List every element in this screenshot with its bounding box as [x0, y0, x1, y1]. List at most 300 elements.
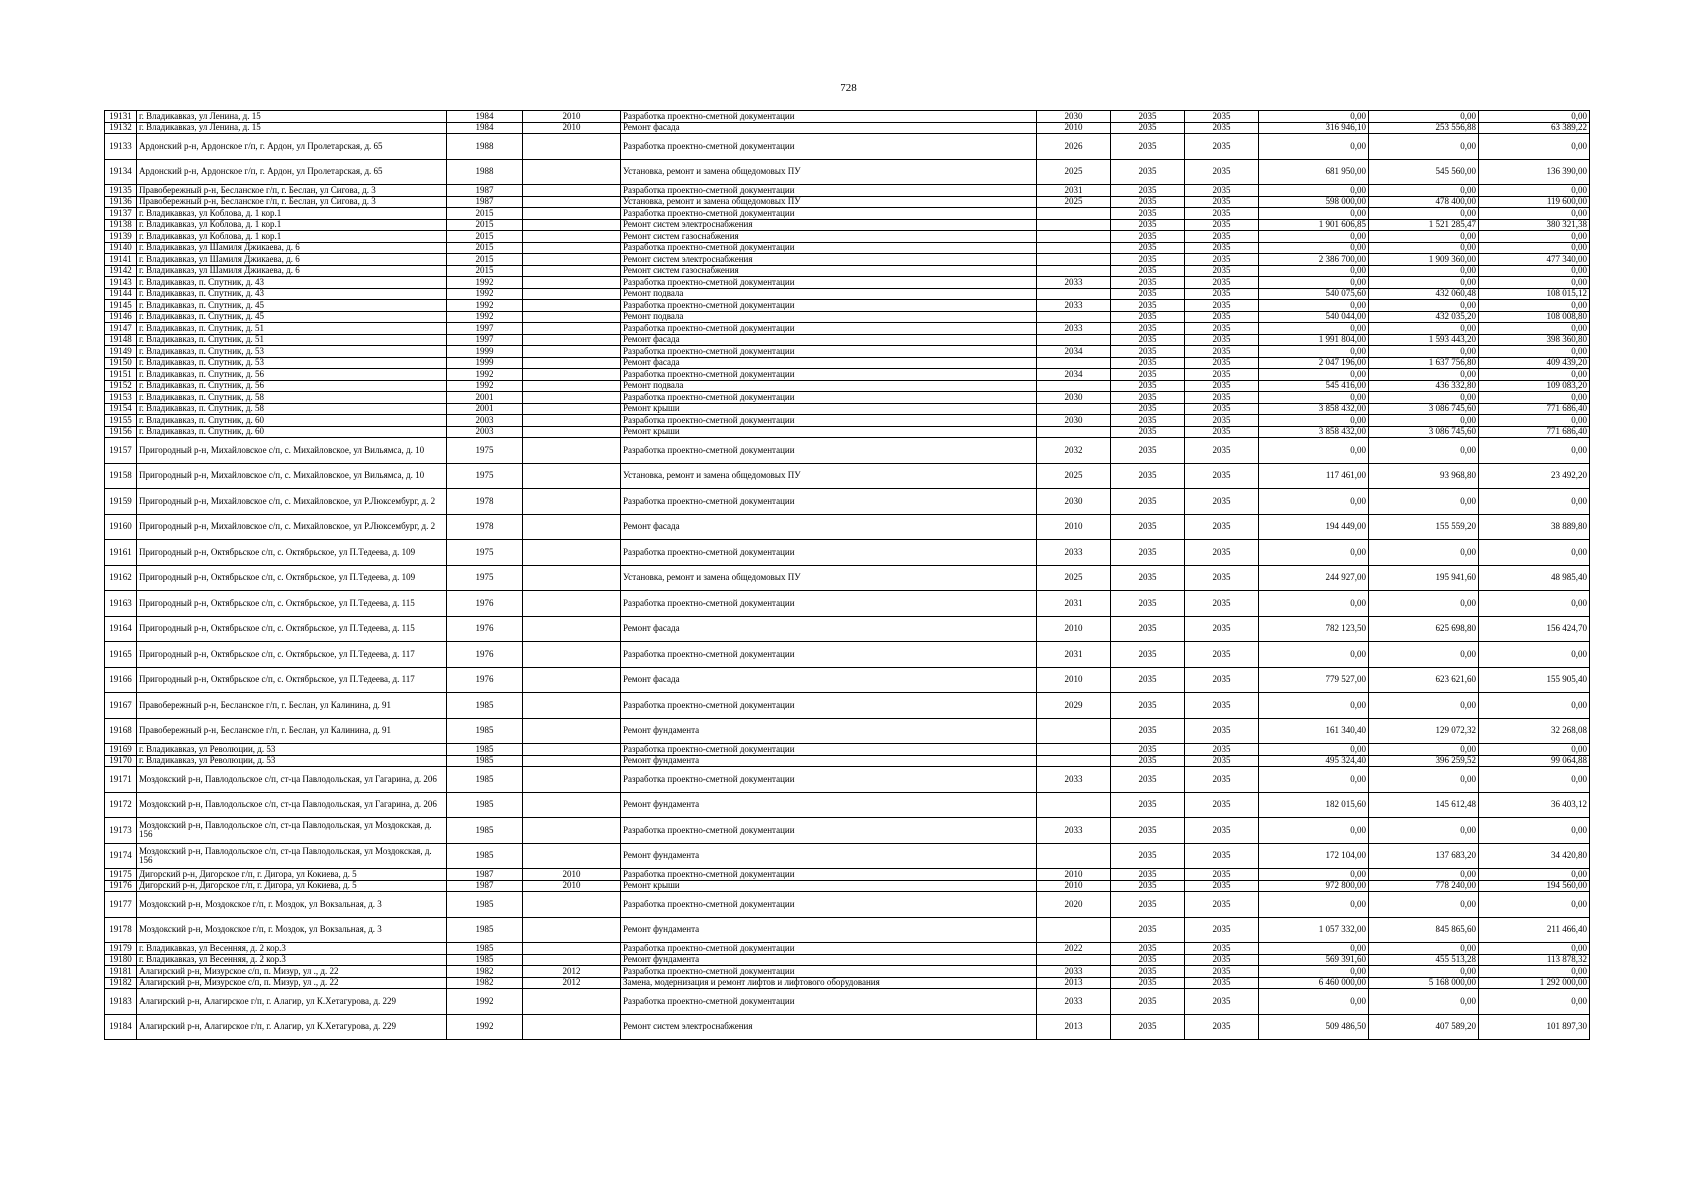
period-end-cell: 2035: [1185, 334, 1259, 346]
period-end-cell: 2035: [1185, 159, 1259, 185]
table-row: [105, 591, 1590, 617]
address-cell: г. Владикавказ, п. Спутник, д. 45: [137, 311, 447, 323]
fund-cost-cell: 0,00: [1369, 277, 1479, 289]
period-end-cell: 2035: [1185, 185, 1259, 197]
period-end-cell: 2035: [1185, 667, 1259, 693]
table-row: [105, 311, 1590, 323]
period-start-cell: 2035: [1111, 122, 1185, 134]
build-year-cell: 1975: [447, 540, 523, 566]
address-cell: г. Владикавказ, п. Спутник, д. 56: [137, 380, 447, 392]
period-end-cell: 2035: [1185, 380, 1259, 392]
row-number-cell: 19143: [105, 277, 137, 289]
address-cell: г. Владикавказ, п. Спутник, д. 43: [137, 277, 447, 289]
address-cell: г. Владикавказ, ул Шамиля Джикаева, д. 6: [137, 254, 447, 266]
capital-repair-register-table: [104, 110, 1590, 1040]
last-repair-year-cell: 2010: [523, 122, 621, 134]
row-number-cell: 19163: [105, 591, 137, 617]
work-type-cell: Ремонт фасада: [621, 334, 1037, 346]
period-start-cell: 2035: [1111, 943, 1185, 955]
table-row: [105, 943, 1590, 955]
row-number-cell: 19171: [105, 767, 137, 793]
planned-year-cell: [1037, 843, 1111, 869]
work-type-cell: Ремонт фасада: [621, 357, 1037, 369]
build-year-cell: 1984: [447, 122, 523, 134]
planned-year-cell: 2033: [1037, 818, 1111, 844]
planned-year-cell: 2033: [1037, 277, 1111, 289]
total-cost-cell: 161 340,40: [1259, 718, 1369, 744]
build-year-cell: 1992: [447, 1014, 523, 1040]
build-year-cell: 1985: [447, 755, 523, 767]
fund-cost-cell: 1 637 756,80: [1369, 357, 1479, 369]
work-type-cell: Разработка проектно-сметной документации: [621, 693, 1037, 719]
work-type-cell: Разработка проектно-сметной документации: [621, 111, 1037, 123]
work-type-cell: Разработка проектно-сметной документации: [621, 346, 1037, 358]
period-end-cell: 2035: [1185, 744, 1259, 756]
fund-cost-cell: 0,00: [1369, 966, 1479, 978]
row-number-cell: 19181: [105, 966, 137, 978]
total-cost-cell: 0,00: [1259, 989, 1369, 1015]
table-row: [105, 977, 1590, 989]
planned-year-cell: 2010: [1037, 869, 1111, 881]
total-cost-cell: 182 015,60: [1259, 792, 1369, 818]
table-row: [105, 380, 1590, 392]
last-repair-year-cell: [523, 755, 621, 767]
owner-cost-cell: 0,00: [1479, 767, 1590, 793]
total-cost-cell: 0,00: [1259, 369, 1369, 381]
address-cell: г. Владикавказ, п. Спутник, д. 45: [137, 300, 447, 312]
total-cost-cell: 1 057 332,00: [1259, 917, 1369, 943]
work-type-cell: Замена, модернизация и ремонт лифтов и лифтового оборудования: [621, 977, 1037, 989]
planned-year-cell: 2010: [1037, 122, 1111, 134]
period-end-cell: 2035: [1185, 792, 1259, 818]
last-repair-year-cell: [523, 1014, 621, 1040]
total-cost-cell: 782 123,50: [1259, 616, 1369, 642]
last-repair-year-cell: [523, 334, 621, 346]
address-cell: г. Владикавказ, п. Спутник, д. 51: [137, 323, 447, 335]
fund-cost-cell: 0,00: [1369, 111, 1479, 123]
address-cell: г. Владикавказ, п. Спутник, д. 58: [137, 392, 447, 404]
row-number-cell: 19165: [105, 642, 137, 668]
work-type-cell: Ремонт фундамента: [621, 755, 1037, 767]
total-cost-cell: 244 927,00: [1259, 565, 1369, 591]
owner-cost-cell: 0,00: [1479, 966, 1590, 978]
owner-cost-cell: 63 389,22: [1479, 122, 1590, 134]
period-start-cell: 2035: [1111, 977, 1185, 989]
table-row: [105, 323, 1590, 335]
total-cost-cell: 3 858 432,00: [1259, 403, 1369, 415]
last-repair-year-cell: 2012: [523, 977, 621, 989]
period-end-cell: 2035: [1185, 357, 1259, 369]
total-cost-cell: 972 800,00: [1259, 880, 1369, 892]
last-repair-year-cell: [523, 369, 621, 381]
row-number-cell: 19157: [105, 438, 137, 464]
fund-cost-cell: 625 698,80: [1369, 616, 1479, 642]
row-number-cell: 19141: [105, 254, 137, 266]
row-number-cell: 19131: [105, 111, 137, 123]
work-type-cell: Ремонт фундамента: [621, 718, 1037, 744]
planned-year-cell: 2020: [1037, 892, 1111, 918]
last-repair-year-cell: [523, 288, 621, 300]
build-year-cell: 1987: [447, 185, 523, 197]
period-end-cell: 2035: [1185, 767, 1259, 793]
period-start-cell: 2035: [1111, 744, 1185, 756]
last-repair-year-cell: [523, 642, 621, 668]
period-start-cell: 2035: [1111, 718, 1185, 744]
period-end-cell: 2035: [1185, 369, 1259, 381]
work-type-cell: Ремонт фундамента: [621, 917, 1037, 943]
period-start-cell: 2035: [1111, 392, 1185, 404]
owner-cost-cell: 0,00: [1479, 943, 1590, 955]
owner-cost-cell: 0,00: [1479, 277, 1590, 289]
table-row: [105, 438, 1590, 464]
build-year-cell: 1985: [447, 954, 523, 966]
period-end-cell: 2035: [1185, 311, 1259, 323]
total-cost-cell: 0,00: [1259, 231, 1369, 243]
owner-cost-cell: 0,00: [1479, 300, 1590, 312]
planned-year-cell: 2033: [1037, 966, 1111, 978]
build-year-cell: 1978: [447, 514, 523, 540]
owner-cost-cell: 0,00: [1479, 392, 1590, 404]
planned-year-cell: 2025: [1037, 565, 1111, 591]
row-number-cell: 19147: [105, 323, 137, 335]
build-year-cell: 1999: [447, 357, 523, 369]
last-repair-year-cell: [523, 277, 621, 289]
page-number: 728: [840, 82, 857, 94]
fund-cost-cell: 145 612,48: [1369, 792, 1479, 818]
table-row: [105, 843, 1590, 869]
address-cell: Пригородный р-н, Октябрьское с/п, с. Октябрьское, ул П.Тедеева, д. 109: [137, 540, 447, 566]
last-repair-year-cell: [523, 943, 621, 955]
build-year-cell: 2003: [447, 426, 523, 438]
row-number-cell: 19151: [105, 369, 137, 381]
period-start-cell: 2035: [1111, 755, 1185, 767]
planned-year-cell: 2029: [1037, 693, 1111, 719]
work-type-cell: Ремонт систем электроснабжения: [621, 219, 1037, 231]
build-year-cell: 1997: [447, 334, 523, 346]
period-end-cell: 2035: [1185, 254, 1259, 266]
total-cost-cell: 779 527,00: [1259, 667, 1369, 693]
address-cell: г. Владикавказ, ул Шамиля Джикаева, д. 6: [137, 265, 447, 277]
period-start-cell: 2035: [1111, 242, 1185, 254]
last-repair-year-cell: [523, 254, 621, 266]
build-year-cell: 1997: [447, 323, 523, 335]
build-year-cell: 1987: [447, 196, 523, 208]
fund-cost-cell: 5 168 000,00: [1369, 977, 1479, 989]
planned-year-cell: 2010: [1037, 880, 1111, 892]
row-number-cell: 19159: [105, 489, 137, 515]
planned-year-cell: 2025: [1037, 196, 1111, 208]
row-number-cell: 19183: [105, 989, 137, 1015]
planned-year-cell: 2010: [1037, 616, 1111, 642]
build-year-cell: 1988: [447, 134, 523, 160]
row-number-cell: 19167: [105, 693, 137, 719]
period-end-cell: 2035: [1185, 438, 1259, 464]
build-year-cell: 1988: [447, 159, 523, 185]
period-start-cell: 2035: [1111, 111, 1185, 123]
table-row: [105, 463, 1590, 489]
last-repair-year-cell: [523, 380, 621, 392]
fund-cost-cell: 129 072,32: [1369, 718, 1479, 744]
address-cell: Дигорский р-н, Дигорское г/п, г. Дигора, ул Кокиева, д. 5: [137, 869, 447, 881]
last-repair-year-cell: 2010: [523, 869, 621, 881]
work-type-cell: Разработка проектно-сметной документации: [621, 369, 1037, 381]
owner-cost-cell: 99 064,88: [1479, 755, 1590, 767]
work-type-cell: Разработка проектно-сметной документации: [621, 869, 1037, 881]
period-end-cell: 2035: [1185, 134, 1259, 160]
total-cost-cell: 495 324,40: [1259, 755, 1369, 767]
planned-year-cell: 2010: [1037, 667, 1111, 693]
row-number-cell: 19156: [105, 426, 137, 438]
table-row: [105, 565, 1590, 591]
build-year-cell: 2015: [447, 231, 523, 243]
owner-cost-cell: 113 878,32: [1479, 954, 1590, 966]
fund-cost-cell: 93 968,80: [1369, 463, 1479, 489]
fund-cost-cell: 3 086 745,60: [1369, 403, 1479, 415]
row-number-cell: 19146: [105, 311, 137, 323]
row-number-cell: 19162: [105, 565, 137, 591]
total-cost-cell: 598 000,00: [1259, 196, 1369, 208]
address-cell: Дигорский р-н, Дигорское г/п, г. Дигора, ул Кокиева, д. 5: [137, 880, 447, 892]
planned-year-cell: [1037, 954, 1111, 966]
row-number-cell: 19145: [105, 300, 137, 312]
total-cost-cell: 2 047 196,00: [1259, 357, 1369, 369]
fund-cost-cell: 407 589,20: [1369, 1014, 1479, 1040]
work-type-cell: Установка, ремонт и замена общедомовых ПУ: [621, 159, 1037, 185]
work-type-cell: Разработка проектно-сметной документации: [621, 438, 1037, 464]
total-cost-cell: 0,00: [1259, 693, 1369, 719]
row-number-cell: 19169: [105, 744, 137, 756]
table-row: [105, 392, 1590, 404]
total-cost-cell: 0,00: [1259, 489, 1369, 515]
owner-cost-cell: 109 083,20: [1479, 380, 1590, 392]
fund-cost-cell: 0,00: [1369, 591, 1479, 617]
planned-year-cell: [1037, 254, 1111, 266]
period-end-cell: 2035: [1185, 403, 1259, 415]
build-year-cell: 1982: [447, 966, 523, 978]
address-cell: г. Владикавказ, ул Шамиля Джикаева, д. 6: [137, 242, 447, 254]
last-repair-year-cell: [523, 892, 621, 918]
owner-cost-cell: 38 889,80: [1479, 514, 1590, 540]
row-number-cell: 19149: [105, 346, 137, 358]
fund-cost-cell: 545 560,00: [1369, 159, 1479, 185]
planned-year-cell: 2030: [1037, 111, 1111, 123]
row-number-cell: 19161: [105, 540, 137, 566]
total-cost-cell: 0,00: [1259, 242, 1369, 254]
period-end-cell: 2035: [1185, 989, 1259, 1015]
work-type-cell: Разработка проектно-сметной документации: [621, 208, 1037, 220]
last-repair-year-cell: [523, 767, 621, 793]
row-number-cell: 19133: [105, 134, 137, 160]
row-number-cell: 19179: [105, 943, 137, 955]
table-row: [105, 288, 1590, 300]
row-number-cell: 19184: [105, 1014, 137, 1040]
owner-cost-cell: 409 439,20: [1479, 357, 1590, 369]
last-repair-year-cell: [523, 300, 621, 312]
period-start-cell: 2035: [1111, 892, 1185, 918]
period-end-cell: 2035: [1185, 954, 1259, 966]
build-year-cell: 2015: [447, 219, 523, 231]
period-end-cell: 2035: [1185, 843, 1259, 869]
table-row: [105, 989, 1590, 1015]
fund-cost-cell: 0,00: [1369, 242, 1479, 254]
build-year-cell: 1975: [447, 438, 523, 464]
last-repair-year-cell: [523, 792, 621, 818]
period-start-cell: 2035: [1111, 380, 1185, 392]
planned-year-cell: 2033: [1037, 300, 1111, 312]
period-start-cell: 2035: [1111, 591, 1185, 617]
table-row: [105, 426, 1590, 438]
table-row: [105, 300, 1590, 312]
row-number-cell: 19155: [105, 415, 137, 427]
period-end-cell: 2035: [1185, 1014, 1259, 1040]
fund-cost-cell: 0,00: [1369, 369, 1479, 381]
table-row: [105, 616, 1590, 642]
row-number-cell: 19177: [105, 892, 137, 918]
row-number-cell: 19142: [105, 265, 137, 277]
address-cell: Моздокский р-н, Моздокское г/п, г. Моздок, ул Вокзальная, д. 3: [137, 917, 447, 943]
owner-cost-cell: 211 466,40: [1479, 917, 1590, 943]
fund-cost-cell: 0,00: [1369, 693, 1479, 719]
table-row: [105, 196, 1590, 208]
fund-cost-cell: 0,00: [1369, 540, 1479, 566]
fund-cost-cell: 778 240,00: [1369, 880, 1479, 892]
owner-cost-cell: 0,00: [1479, 892, 1590, 918]
table-row: [105, 755, 1590, 767]
last-repair-year-cell: [523, 323, 621, 335]
row-number-cell: 19134: [105, 159, 137, 185]
planned-year-cell: 2031: [1037, 591, 1111, 617]
period-start-cell: 2035: [1111, 159, 1185, 185]
address-cell: Алагирский р-н, Алагирское г/п, г. Алагир, ул К.Хетагурова, д. 229: [137, 1014, 447, 1040]
table-row: [105, 369, 1590, 381]
fund-cost-cell: 623 621,60: [1369, 667, 1479, 693]
work-type-cell: Ремонт фасада: [621, 667, 1037, 693]
planned-year-cell: [1037, 426, 1111, 438]
total-cost-cell: 0,00: [1259, 591, 1369, 617]
total-cost-cell: 0,00: [1259, 642, 1369, 668]
address-cell: г. Владикавказ, п. Спутник, д. 60: [137, 426, 447, 438]
total-cost-cell: 0,00: [1259, 869, 1369, 881]
owner-cost-cell: 108 008,80: [1479, 311, 1590, 323]
period-start-cell: 2035: [1111, 438, 1185, 464]
table-row: [105, 767, 1590, 793]
fund-cost-cell: 396 259,52: [1369, 755, 1479, 767]
last-repair-year-cell: [523, 426, 621, 438]
fund-cost-cell: 432 035,20: [1369, 311, 1479, 323]
last-repair-year-cell: 2010: [523, 111, 621, 123]
period-end-cell: 2035: [1185, 892, 1259, 918]
address-cell: Пригородный р-н, Октябрьское с/п, с. Октябрьское, ул П.Тедеева, д. 109: [137, 565, 447, 591]
last-repair-year-cell: [523, 134, 621, 160]
period-start-cell: 2035: [1111, 403, 1185, 415]
period-start-cell: 2035: [1111, 917, 1185, 943]
address-cell: г. Владикавказ, ул Революции, д. 53: [137, 755, 447, 767]
planned-year-cell: [1037, 334, 1111, 346]
period-start-cell: 2035: [1111, 311, 1185, 323]
last-repair-year-cell: [523, 954, 621, 966]
row-number-cell: 19164: [105, 616, 137, 642]
work-type-cell: Разработка проектно-сметной документации: [621, 892, 1037, 918]
address-cell: г. Владикавказ, п. Спутник, д. 60: [137, 415, 447, 427]
planned-year-cell: [1037, 288, 1111, 300]
row-number-cell: 19166: [105, 667, 137, 693]
work-type-cell: Разработка проектно-сметной документации: [621, 392, 1037, 404]
fund-cost-cell: 0,00: [1369, 943, 1479, 955]
owner-cost-cell: 0,00: [1479, 489, 1590, 515]
table-row: [105, 892, 1590, 918]
address-cell: г. Владикавказ, ул Ленина, д. 15: [137, 111, 447, 123]
planned-year-cell: 2025: [1037, 463, 1111, 489]
owner-cost-cell: 0,00: [1479, 693, 1590, 719]
build-year-cell: 1992: [447, 300, 523, 312]
period-end-cell: 2035: [1185, 880, 1259, 892]
planned-year-cell: [1037, 403, 1111, 415]
address-cell: Пригородный р-н, Октябрьское с/п, с. Октябрьское, ул П.Тедеева, д. 115: [137, 616, 447, 642]
owner-cost-cell: 0,00: [1479, 242, 1590, 254]
total-cost-cell: 540 044,00: [1259, 311, 1369, 323]
table-row: [105, 254, 1590, 266]
total-cost-cell: 1 901 606,85: [1259, 219, 1369, 231]
last-repair-year-cell: [523, 744, 621, 756]
planned-year-cell: [1037, 231, 1111, 243]
build-year-cell: 1987: [447, 880, 523, 892]
build-year-cell: 1985: [447, 744, 523, 756]
address-cell: г. Владикавказ, ул Революции, д. 53: [137, 744, 447, 756]
period-start-cell: 2035: [1111, 277, 1185, 289]
owner-cost-cell: 380 321,38: [1479, 219, 1590, 231]
planned-year-cell: 2030: [1037, 392, 1111, 404]
work-type-cell: Ремонт систем газоснабжения: [621, 231, 1037, 243]
total-cost-cell: 0,00: [1259, 540, 1369, 566]
last-repair-year-cell: [523, 265, 621, 277]
period-end-cell: 2035: [1185, 265, 1259, 277]
owner-cost-cell: 477 340,00: [1479, 254, 1590, 266]
period-start-cell: 2035: [1111, 989, 1185, 1015]
last-repair-year-cell: [523, 667, 621, 693]
address-cell: г. Владикавказ, п. Спутник, д. 56: [137, 369, 447, 381]
period-start-cell: 2035: [1111, 565, 1185, 591]
work-type-cell: Разработка проектно-сметной документации: [621, 943, 1037, 955]
period-end-cell: 2035: [1185, 514, 1259, 540]
address-cell: г. Владикавказ, п. Спутник, д. 43: [137, 288, 447, 300]
planned-year-cell: [1037, 208, 1111, 220]
row-number-cell: 19182: [105, 977, 137, 989]
table-row: [105, 792, 1590, 818]
period-start-cell: 2035: [1111, 616, 1185, 642]
work-type-cell: Ремонт фасада: [621, 122, 1037, 134]
period-end-cell: 2035: [1185, 196, 1259, 208]
period-end-cell: 2035: [1185, 288, 1259, 300]
address-cell: г. Владикавказ, ул Коблова, д. 1 кор.1: [137, 208, 447, 220]
last-repair-year-cell: [523, 242, 621, 254]
fund-cost-cell: 0,00: [1369, 185, 1479, 197]
address-cell: Моздокский р-н, Павлодольское с/п, ст-ца Павлодольская, ул Моздокская, д. 156: [137, 843, 447, 869]
table-row: [105, 185, 1590, 197]
build-year-cell: 1985: [447, 843, 523, 869]
table-row: [105, 917, 1590, 943]
planned-year-cell: [1037, 265, 1111, 277]
fund-cost-cell: 0,00: [1369, 489, 1479, 515]
period-start-cell: 2035: [1111, 357, 1185, 369]
fund-cost-cell: 0,00: [1369, 892, 1479, 918]
period-start-cell: 2035: [1111, 346, 1185, 358]
period-end-cell: 2035: [1185, 277, 1259, 289]
build-year-cell: 2015: [447, 242, 523, 254]
table-row: [105, 231, 1590, 243]
table-row: [105, 208, 1590, 220]
planned-year-cell: [1037, 380, 1111, 392]
total-cost-cell: 0,00: [1259, 415, 1369, 427]
